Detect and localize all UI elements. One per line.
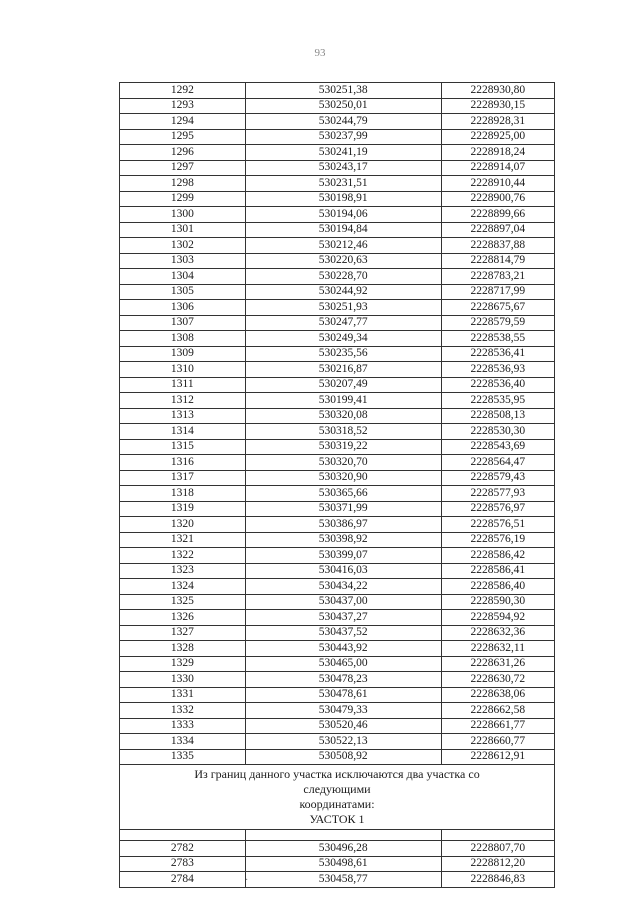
table-row — [120, 718, 555, 734]
exclusion-note-line-2: координатами: — [299, 797, 375, 811]
y-coordinate-cell: 2228590,30 — [441, 594, 554, 610]
table-row — [120, 346, 555, 362]
table-row — [120, 439, 555, 455]
table-row — [120, 501, 555, 517]
point-number-cell: 1320 — [120, 517, 246, 533]
point-number-cell: 1313 — [120, 408, 246, 424]
x-coordinate-cell: 530241,19 — [245, 145, 441, 161]
x-coordinate-cell: 530249,34 — [245, 331, 441, 347]
y-coordinate-cell: 2228837,88 — [441, 238, 554, 254]
point-number-cell: 1307 — [120, 315, 246, 331]
y-coordinate-cell: 2228914,07 — [441, 160, 554, 176]
point-number-cell: 2782 — [120, 841, 246, 857]
x-coordinate-cell: 530247,77 — [245, 315, 441, 331]
table-row — [120, 749, 555, 765]
point-number-cell: 1331 — [120, 687, 246, 703]
point-number-cell: 1310 — [120, 362, 246, 378]
y-coordinate-cell: 2228925,00 — [441, 129, 554, 145]
y-coordinate-cell: 2228508,13 — [441, 408, 554, 424]
table-row — [120, 222, 555, 238]
table-row — [120, 300, 555, 316]
x-coordinate-cell: 530320,90 — [245, 470, 441, 486]
table-row — [120, 160, 555, 176]
y-coordinate-cell: 2228928,31 — [441, 114, 554, 130]
x-coordinate-cell: 530237,99 — [245, 129, 441, 145]
y-coordinate-cell: 2228910,44 — [441, 176, 554, 192]
point-number-cell: 1330 — [120, 672, 246, 688]
table-row — [120, 872, 555, 888]
y-coordinate-cell: 2228631,26 — [441, 656, 554, 672]
y-coordinate-cell: 2228564,47 — [441, 455, 554, 471]
x-coordinate-cell: 530199,41 — [245, 393, 441, 409]
x-coordinate-cell: 530320,08 — [245, 408, 441, 424]
point-number-cell: 1292 — [120, 83, 246, 99]
y-coordinate-cell: 2228579,59 — [441, 315, 554, 331]
x-coordinate-cell: 530434,22 — [245, 579, 441, 595]
y-coordinate-cell: 2228717,99 — [441, 284, 554, 300]
point-number-cell: 1317 — [120, 470, 246, 486]
table-row — [120, 594, 555, 610]
point-number-cell: 1335 — [120, 749, 246, 765]
y-coordinate-cell: 2228586,40 — [441, 579, 554, 595]
table-row — [120, 672, 555, 688]
x-coordinate-cell: 530198,91 — [245, 191, 441, 207]
point-number-cell: 1293 — [120, 98, 246, 114]
point-number-cell: 1296 — [120, 145, 246, 161]
point-number-cell: 1297 — [120, 160, 246, 176]
point-number-cell: 1326 — [120, 610, 246, 626]
table-row — [120, 191, 555, 207]
x-coordinate-cell: 530458,77 — [245, 872, 441, 888]
point-number-cell: 1311 — [120, 377, 246, 393]
empty-cell — [245, 830, 441, 841]
point-number-cell: 1324 — [120, 579, 246, 595]
x-coordinate-cell: 530235,56 — [245, 346, 441, 362]
y-coordinate-cell: 2228538,55 — [441, 331, 554, 347]
x-coordinate-cell: 530478,61 — [245, 687, 441, 703]
y-coordinate-cell: 2228930,80 — [441, 83, 554, 99]
point-number-cell: 1314 — [120, 424, 246, 440]
table-row — [120, 486, 555, 502]
table-row — [120, 377, 555, 393]
point-number-cell: 1328 — [120, 641, 246, 657]
table-row — [120, 579, 555, 595]
table-row — [120, 83, 555, 99]
x-coordinate-cell: 530416,03 — [245, 563, 441, 579]
y-coordinate-cell: 2228536,93 — [441, 362, 554, 378]
point-number-cell: 1312 — [120, 393, 246, 409]
table-row — [120, 253, 555, 269]
y-coordinate-cell: 2228662,58 — [441, 703, 554, 719]
table-row — [120, 548, 555, 564]
table-row — [120, 424, 555, 440]
point-number-cell: 1298 — [120, 176, 246, 192]
x-coordinate-cell: 530371,99 — [245, 501, 441, 517]
point-number-cell: 1315 — [120, 439, 246, 455]
table-row — [120, 362, 555, 378]
point-number-cell: 1306 — [120, 300, 246, 316]
point-number-cell: 1329 — [120, 656, 246, 672]
point-number-cell: 1294 — [120, 114, 246, 130]
table-row — [120, 408, 555, 424]
x-coordinate-cell: 530443,92 — [245, 641, 441, 657]
point-number-cell: 2784 — [120, 872, 246, 888]
x-coordinate-cell: 530520,46 — [245, 718, 441, 734]
table-row — [120, 129, 555, 145]
y-coordinate-cell: 2228576,51 — [441, 517, 554, 533]
point-number-cell: 1321 — [120, 532, 246, 548]
point-number-cell: 1303 — [120, 253, 246, 269]
y-coordinate-cell: 2228630,72 — [441, 672, 554, 688]
point-number-cell: 1301 — [120, 222, 246, 238]
table-row — [120, 563, 555, 579]
table-row — [120, 625, 555, 641]
point-number-cell: 1295 — [120, 129, 246, 145]
x-coordinate-cell: 530216,87 — [245, 362, 441, 378]
y-coordinate-cell: 2228930,15 — [441, 98, 554, 114]
x-coordinate-cell: 530479,33 — [245, 703, 441, 719]
scan-mark: · — [245, 875, 249, 886]
x-coordinate-cell: 530399,07 — [245, 548, 441, 564]
point-number-cell: 1327 — [120, 625, 246, 641]
point-number-cell: 2783 — [120, 856, 246, 872]
page-number: 93 — [314, 47, 326, 59]
y-coordinate-cell: 2228638,06 — [441, 687, 554, 703]
coordinates-rows — [120, 83, 555, 765]
x-coordinate-cell: 530437,52 — [245, 625, 441, 641]
table-row — [120, 114, 555, 130]
table-row — [120, 703, 555, 719]
table-row — [120, 517, 555, 533]
table-row — [120, 145, 555, 161]
x-coordinate-cell: 530212,46 — [245, 238, 441, 254]
point-number-cell: 1309 — [120, 346, 246, 362]
coordinates-table — [119, 82, 555, 888]
table-row — [120, 269, 555, 285]
table-row — [120, 687, 555, 703]
y-coordinate-cell: 2228586,41 — [441, 563, 554, 579]
y-coordinate-cell: 2228675,67 — [441, 300, 554, 316]
point-number-cell: 1299 — [120, 191, 246, 207]
y-coordinate-cell: 2228783,21 — [441, 269, 554, 285]
point-number-cell: 1333 — [120, 718, 246, 734]
table-row — [120, 734, 555, 750]
x-coordinate-cell: 530437,00 — [245, 594, 441, 610]
x-coordinate-cell: 530244,92 — [245, 284, 441, 300]
y-coordinate-cell: 2228846,83 — [441, 872, 554, 888]
section-1-rows — [120, 841, 555, 888]
y-coordinate-cell: 2228543,69 — [441, 439, 554, 455]
table-row — [120, 393, 555, 409]
x-coordinate-cell: 530498,61 — [245, 856, 441, 872]
table-row — [120, 238, 555, 254]
table-row — [120, 284, 555, 300]
table-row — [120, 610, 555, 626]
y-coordinate-cell: 2228632,36 — [441, 625, 554, 641]
x-coordinate-cell: 530522,13 — [245, 734, 441, 750]
y-coordinate-cell: 2228807,70 — [441, 841, 554, 857]
table-row — [120, 856, 555, 872]
exclusion-note-section — [120, 765, 555, 841]
table-row — [120, 641, 555, 657]
point-number-cell: 1318 — [120, 486, 246, 502]
y-coordinate-cell: 2228536,40 — [441, 377, 554, 393]
point-number-cell: 1319 — [120, 501, 246, 517]
empty-cell — [120, 830, 246, 841]
y-coordinate-cell: 2228586,42 — [441, 548, 554, 564]
y-coordinate-cell: 2228576,97 — [441, 501, 554, 517]
x-coordinate-cell: 530319,22 — [245, 439, 441, 455]
x-coordinate-cell: 530437,27 — [245, 610, 441, 626]
table-row — [120, 331, 555, 347]
y-coordinate-cell: 2228612,91 — [441, 749, 554, 765]
point-number-cell: 1305 — [120, 284, 246, 300]
x-coordinate-cell: 530320,70 — [245, 455, 441, 471]
section-gap-row — [120, 830, 555, 841]
y-coordinate-cell: 2228632,11 — [441, 641, 554, 657]
point-number-cell: 1323 — [120, 563, 246, 579]
x-coordinate-cell: 530318,52 — [245, 424, 441, 440]
x-coordinate-cell: 530243,17 — [245, 160, 441, 176]
y-coordinate-cell: 2228579,43 — [441, 470, 554, 486]
exclusion-note-line-1: Из границ данного участка исключаются два участка со следующими — [194, 767, 480, 796]
y-coordinate-cell: 2228814,79 — [441, 253, 554, 269]
point-number-cell: 1322 — [120, 548, 246, 564]
table-row — [120, 656, 555, 672]
x-coordinate-cell: 530231,51 — [245, 176, 441, 192]
y-coordinate-cell: 2228812,20 — [441, 856, 554, 872]
table-row — [120, 470, 555, 486]
x-coordinate-cell: 530251,38 — [245, 83, 441, 99]
x-coordinate-cell: 530251,93 — [245, 300, 441, 316]
y-coordinate-cell: 2228897,04 — [441, 222, 554, 238]
y-coordinate-cell: 2228899,66 — [441, 207, 554, 223]
table-row — [120, 176, 555, 192]
point-number-cell: 1308 — [120, 331, 246, 347]
exclusion-note — [120, 765, 555, 830]
table-row — [120, 532, 555, 548]
x-coordinate-cell: 530207,49 — [245, 377, 441, 393]
x-coordinate-cell: 530398,92 — [245, 532, 441, 548]
point-number-cell: 1316 — [120, 455, 246, 471]
table-row — [120, 207, 555, 223]
y-coordinate-cell: 2228536,41 — [441, 346, 554, 362]
table-row — [120, 98, 555, 114]
point-number-cell: 1332 — [120, 703, 246, 719]
point-number-cell: 1325 — [120, 594, 246, 610]
x-coordinate-cell: 530465,00 — [245, 656, 441, 672]
empty-cell — [441, 830, 554, 841]
x-coordinate-cell: 530386,97 — [245, 517, 441, 533]
x-coordinate-cell: 530194,06 — [245, 207, 441, 223]
point-number-cell: 1334 — [120, 734, 246, 750]
y-coordinate-cell: 2228594,92 — [441, 610, 554, 626]
x-coordinate-cell: 530478,23 — [245, 672, 441, 688]
x-coordinate-cell: 530244,79 — [245, 114, 441, 130]
y-coordinate-cell: 2228576,19 — [441, 532, 554, 548]
table-row — [120, 315, 555, 331]
table-row — [120, 455, 555, 471]
table-row — [120, 841, 555, 857]
y-coordinate-cell: 2228661,77 — [441, 718, 554, 734]
y-coordinate-cell: 2228577,93 — [441, 486, 554, 502]
y-coordinate-cell: 2228530,30 — [441, 424, 554, 440]
x-coordinate-cell: 530228,70 — [245, 269, 441, 285]
point-number-cell: 1302 — [120, 238, 246, 254]
exclusion-note-row — [120, 765, 555, 830]
y-coordinate-cell: 2228535,95 — [441, 393, 554, 409]
x-coordinate-cell: 530365,66 — [245, 486, 441, 502]
section-heading: УАСТОК 1 — [309, 812, 365, 826]
x-coordinate-cell: 530250,01 — [245, 98, 441, 114]
y-coordinate-cell: 2228900,76 — [441, 191, 554, 207]
point-number-cell: 1304 — [120, 269, 246, 285]
y-coordinate-cell: 2228660,77 — [441, 734, 554, 750]
x-coordinate-cell: 530508,92 — [245, 749, 441, 765]
point-number-cell: 1300 — [120, 207, 246, 223]
x-coordinate-cell: 530194,84 — [245, 222, 441, 238]
y-coordinate-cell: 2228918,24 — [441, 145, 554, 161]
x-coordinate-cell: 530496,28 — [245, 841, 441, 857]
x-coordinate-cell: 530220,63 — [245, 253, 441, 269]
